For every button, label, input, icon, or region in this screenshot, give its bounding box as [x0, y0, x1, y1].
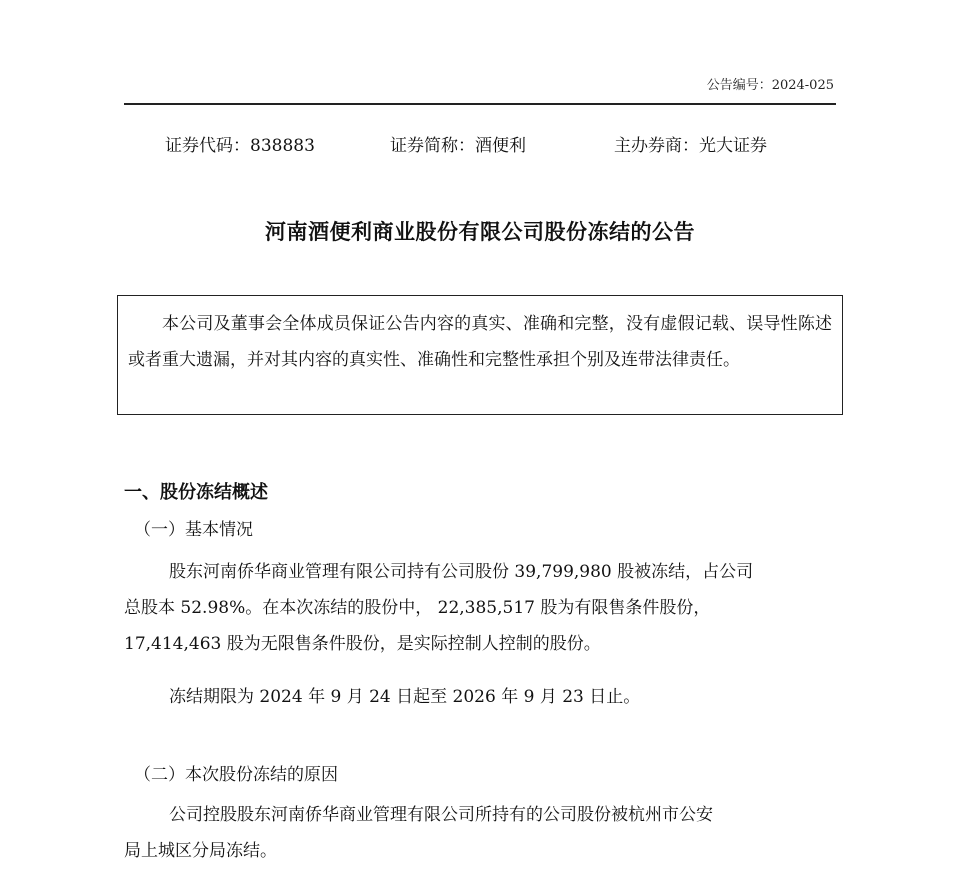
paragraph-line: 局上城区分局冻结。 — [124, 841, 277, 861]
announcement-title: 河南酒便利商业股份有限公司股份冻结的公告 — [265, 220, 695, 244]
paragraph-line: 总股本 52.98%。在本次冻结的股份中， 22,385,517 股为有限售条件股份， — [124, 598, 711, 618]
section-heading-overview: 一、股份冻结概述 — [124, 482, 268, 503]
subsection-heading-reason: （二）本次股份冻结的原因 — [134, 765, 338, 785]
paragraph-line: 股东河南侨华商业管理有限公司持有公司股份 39,799,980 股被冻结，占公司 — [169, 562, 754, 582]
paragraph-line: 冻结期限为 2024 年 9 月 24 日起至 2026 年 9 月 23 日止。 — [169, 687, 641, 707]
paragraph-line: 17,414,463 股为无限售条件股份，是实际控制人控制的股份。 — [124, 634, 601, 654]
basic-info-paragraph — [124, 554, 836, 662]
freeze-period-paragraph — [124, 679, 836, 715]
freeze-reason-paragraph — [124, 797, 836, 869]
subsection-heading-basic: （一）基本情况 — [134, 520, 253, 540]
announcement-number: 公告编号：2024-025 — [706, 78, 834, 93]
header-rule — [124, 103, 836, 105]
securities-short-name: 证券简称：酒便利 — [390, 136, 526, 156]
sponsor-broker: 主办券商：光大证券 — [614, 136, 767, 156]
securities-code: 证券代码：838883 — [165, 136, 315, 156]
paragraph-line: 公司控股股东河南侨华商业管理有限公司所持有的公司股份被杭州市公安 — [169, 805, 713, 825]
board-statement-box: 本公司及董事会全体成员保证公告内容的真实、准确和完整，没有虚假记载、误导性陈述或者重大遗漏，并对其内容的真实性、准确性和完整性承担个别及连带法律责任。 — [117, 295, 843, 415]
